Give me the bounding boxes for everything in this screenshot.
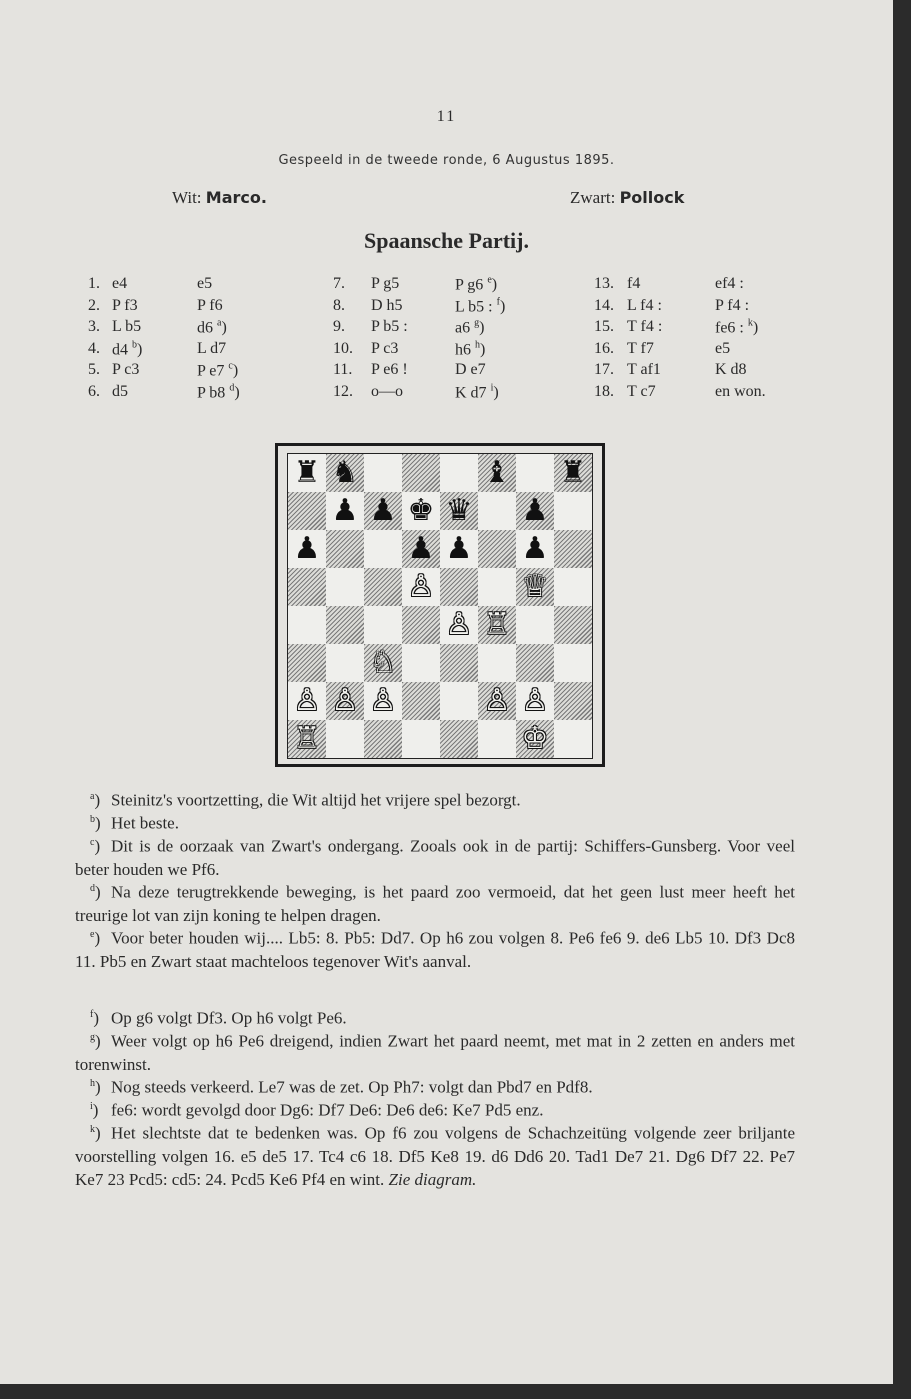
board-square: [288, 644, 326, 682]
white-move: P b5 :: [371, 318, 408, 335]
move-number: 5.: [88, 361, 100, 378]
black-move: fe6 : $^k$): [715, 318, 759, 337]
board-square: [288, 606, 326, 644]
chess-diagram: [275, 443, 605, 767]
board-square: [364, 454, 402, 492]
move-number: 8.: [333, 296, 345, 314]
board-square: [326, 568, 364, 606]
board-square: [554, 606, 592, 644]
board-square: [440, 682, 478, 720]
black-knight-icon: ♞: [326, 454, 364, 492]
black-queen-icon: ♛: [440, 492, 478, 530]
black-pawn-icon: ♟: [364, 492, 402, 530]
board-square: [364, 720, 402, 758]
white-move: P f3: [112, 296, 138, 314]
board-square: [326, 720, 364, 758]
black-pawn-icon: ♟: [440, 530, 478, 568]
footnote-b: $^b$) Het beste.: [90, 813, 179, 833]
black-move: e5: [715, 339, 731, 357]
black-move: P f6: [197, 296, 223, 314]
board-square: [364, 568, 402, 606]
board-square: [478, 568, 516, 606]
board-square: [326, 606, 364, 644]
move-number: 1.: [88, 275, 100, 292]
move-number: 12.: [333, 382, 353, 400]
white-move: D h5: [371, 296, 403, 314]
white-pawn-icon: ♙: [288, 682, 326, 720]
white-king-icon: ♔: [516, 720, 554, 758]
white-pawn-icon: ♙: [402, 568, 440, 606]
black-move: a6 $^g$): [455, 318, 485, 337]
black-pawn-icon: ♟: [402, 530, 440, 568]
black-move: P g6 $^e$): [455, 275, 498, 294]
board-square: [402, 682, 440, 720]
black-pawn-icon: ♟: [516, 530, 554, 568]
footnote-h: $^h$) Nog steeds verkeerd. Le7 was de zet. Op Ph7: volgt dan Pbd7 en Pdf8.: [90, 1077, 593, 1097]
white-rook-icon: ♖: [478, 606, 516, 644]
black-move: d6 $^a$): [197, 318, 227, 337]
move-number: 4.: [88, 339, 100, 357]
board-square: [288, 492, 326, 530]
white-pawn-icon: ♙: [516, 682, 554, 720]
footnote-g: $^g$) Weer volgt op h6 Pe6 dreigend, indien Zwart het paard neemt, met mat in 2 zetten en anders met torenwinst.: [75, 1031, 795, 1074]
white-move: f4: [627, 275, 641, 292]
footnote-a: $^a$) Steinitz's voortzetting, die Wit altijd het vrijere spel bezorgt.: [90, 790, 521, 810]
board-square: [478, 644, 516, 682]
board-square: [440, 720, 478, 758]
black-king-icon: ♚: [402, 492, 440, 530]
board-square: [478, 530, 516, 568]
black-move: K d8: [715, 361, 747, 378]
black-move: en won.: [715, 382, 766, 400]
footnote-k: $^k$) Het slechtste dat te bedenken was. Op f6 zou volgens de Schachzeitüng volgende zeer briljante voorstelling volgen 16. e5 de5 17. Tc4 c6 18. Df5 Ke8 19. d6 Dd6 20. Tad1 De7 21. Dg6 Df7 22. Pe7 Ke7 23 Pcd5: cd5: 24. Pcd5 Ke6 Pf4 en wint. Zie diagram.: [75, 1123, 795, 1189]
black-rook-icon: ♜: [288, 454, 326, 492]
footnote-d: $^d$) Na deze terugtrekkende beweging, is het paard zoo vermoeid, dat het geen lust meer heeft het treurige lot van zijn koning te helpen dragen.: [75, 882, 795, 925]
white-move: d4 $^b$): [112, 339, 143, 358]
chess-board: [287, 453, 593, 759]
white-move: T af1: [627, 361, 661, 378]
white-move: o—o: [371, 382, 403, 400]
board-square: [516, 606, 554, 644]
board-square: [478, 720, 516, 758]
white-move: P c3: [371, 339, 399, 357]
board-square: [440, 568, 478, 606]
black-move: L b5 : $^f$): [455, 296, 506, 315]
black-pawn-icon: ♟: [326, 492, 364, 530]
black-bishop-icon: ♝: [478, 454, 516, 492]
white-move: d5: [112, 382, 128, 400]
move-number: 11.: [333, 361, 353, 378]
white-move: T f7: [627, 339, 654, 357]
black-player: Zwart: Pollock: [570, 188, 685, 207]
black-pawn-icon: ♟: [288, 530, 326, 568]
board-square: [554, 644, 592, 682]
white-move: T c7: [627, 382, 656, 400]
white-move: P e6 !: [371, 361, 408, 378]
board-square: [326, 644, 364, 682]
footnote-i: $^i$) fe6: wordt gevolgd door Dg6: Df7 De6: De6 de6: Ke7 Pd5 enz.: [90, 1100, 544, 1120]
white-queen-icon: ♕: [516, 568, 554, 606]
board-square: [440, 644, 478, 682]
board-square: [554, 682, 592, 720]
black-move: ef4 :: [715, 275, 744, 292]
board-square: [440, 454, 478, 492]
white-move: P c3: [112, 361, 140, 378]
board-square: [326, 530, 364, 568]
board-square: [402, 606, 440, 644]
board-square: [402, 454, 440, 492]
black-move: P f4 :: [715, 296, 750, 314]
board-square: [288, 568, 326, 606]
move-number: 3.: [88, 318, 100, 335]
white-move: L b5: [112, 318, 142, 335]
white-move: P g5: [371, 275, 400, 292]
white-move: e4: [112, 275, 128, 292]
black-move: D e7: [455, 361, 486, 378]
white-move: T f4 :: [627, 318, 663, 335]
board-square: [516, 454, 554, 492]
footnote-e: $^e$) Voor beter houden wij.... Lb5: 8. Pb5: Dd7. Op h6 zou volgen 8. Pe6 fe6 9. de6 Lb5 10. Df3 Dc8 11. Pb5 en Zwart staat machteloos tegenover Wit's aanval.: [75, 928, 795, 971]
board-square: [402, 720, 440, 758]
move-number: 10.: [333, 339, 353, 357]
black-move: P b8 $^d$): [197, 382, 240, 401]
board-square: [554, 720, 592, 758]
white-move: L f4 :: [627, 296, 662, 314]
move-number: 6.: [88, 382, 100, 400]
board-square: [554, 568, 592, 606]
black-move: P e7 $^c$): [197, 361, 239, 380]
white-player: Wit: Marco.: [172, 188, 267, 207]
move-number: 14.: [594, 296, 614, 314]
black-move: L d7: [197, 339, 227, 357]
white-knight-icon: ♘: [364, 644, 402, 682]
move-number: 7.: [333, 275, 345, 292]
move-number: 16.: [594, 339, 614, 357]
footnote-c: $^c$) Dit is de oorzaak van Zwart's ondergang. Zooals ook in de partij: Schiffers-Gunsberg. Voor veel beter houden we Pf6.: [75, 836, 795, 879]
white-rook-icon: ♖: [288, 720, 326, 758]
black-move: K d7 $^i$): [455, 382, 499, 401]
footnote-f: $^f$) Op g6 volgt Df3. Op h6 volgt Pe6.: [90, 1008, 347, 1028]
black-move: e5: [197, 275, 213, 292]
board-square: [402, 644, 440, 682]
opening-title: Spaansche Partij.: [364, 228, 529, 253]
white-pawn-icon: ♙: [440, 606, 478, 644]
black-pawn-icon: ♟: [516, 492, 554, 530]
move-number: 13.: [594, 275, 614, 292]
board-square: [516, 644, 554, 682]
board-square: [554, 492, 592, 530]
board-square: [478, 492, 516, 530]
board-square: [364, 606, 402, 644]
board-square: [364, 530, 402, 568]
white-pawn-icon: ♙: [364, 682, 402, 720]
played-date-line: Gespeeld in de tweede ronde, 6 Augustus 1895.: [278, 153, 615, 168]
white-pawn-icon: ♙: [326, 682, 364, 720]
black-rook-icon: ♜: [554, 454, 592, 492]
black-move: h6 $^h$): [455, 339, 486, 358]
page-number: 11: [436, 108, 457, 125]
move-number: 17.: [594, 361, 614, 378]
move-number: 9.: [333, 318, 345, 335]
white-pawn-icon: ♙: [478, 682, 516, 720]
move-number: 2.: [88, 296, 100, 314]
move-number: 18.: [594, 382, 614, 400]
move-number: 15.: [594, 318, 614, 335]
board-square: [554, 530, 592, 568]
